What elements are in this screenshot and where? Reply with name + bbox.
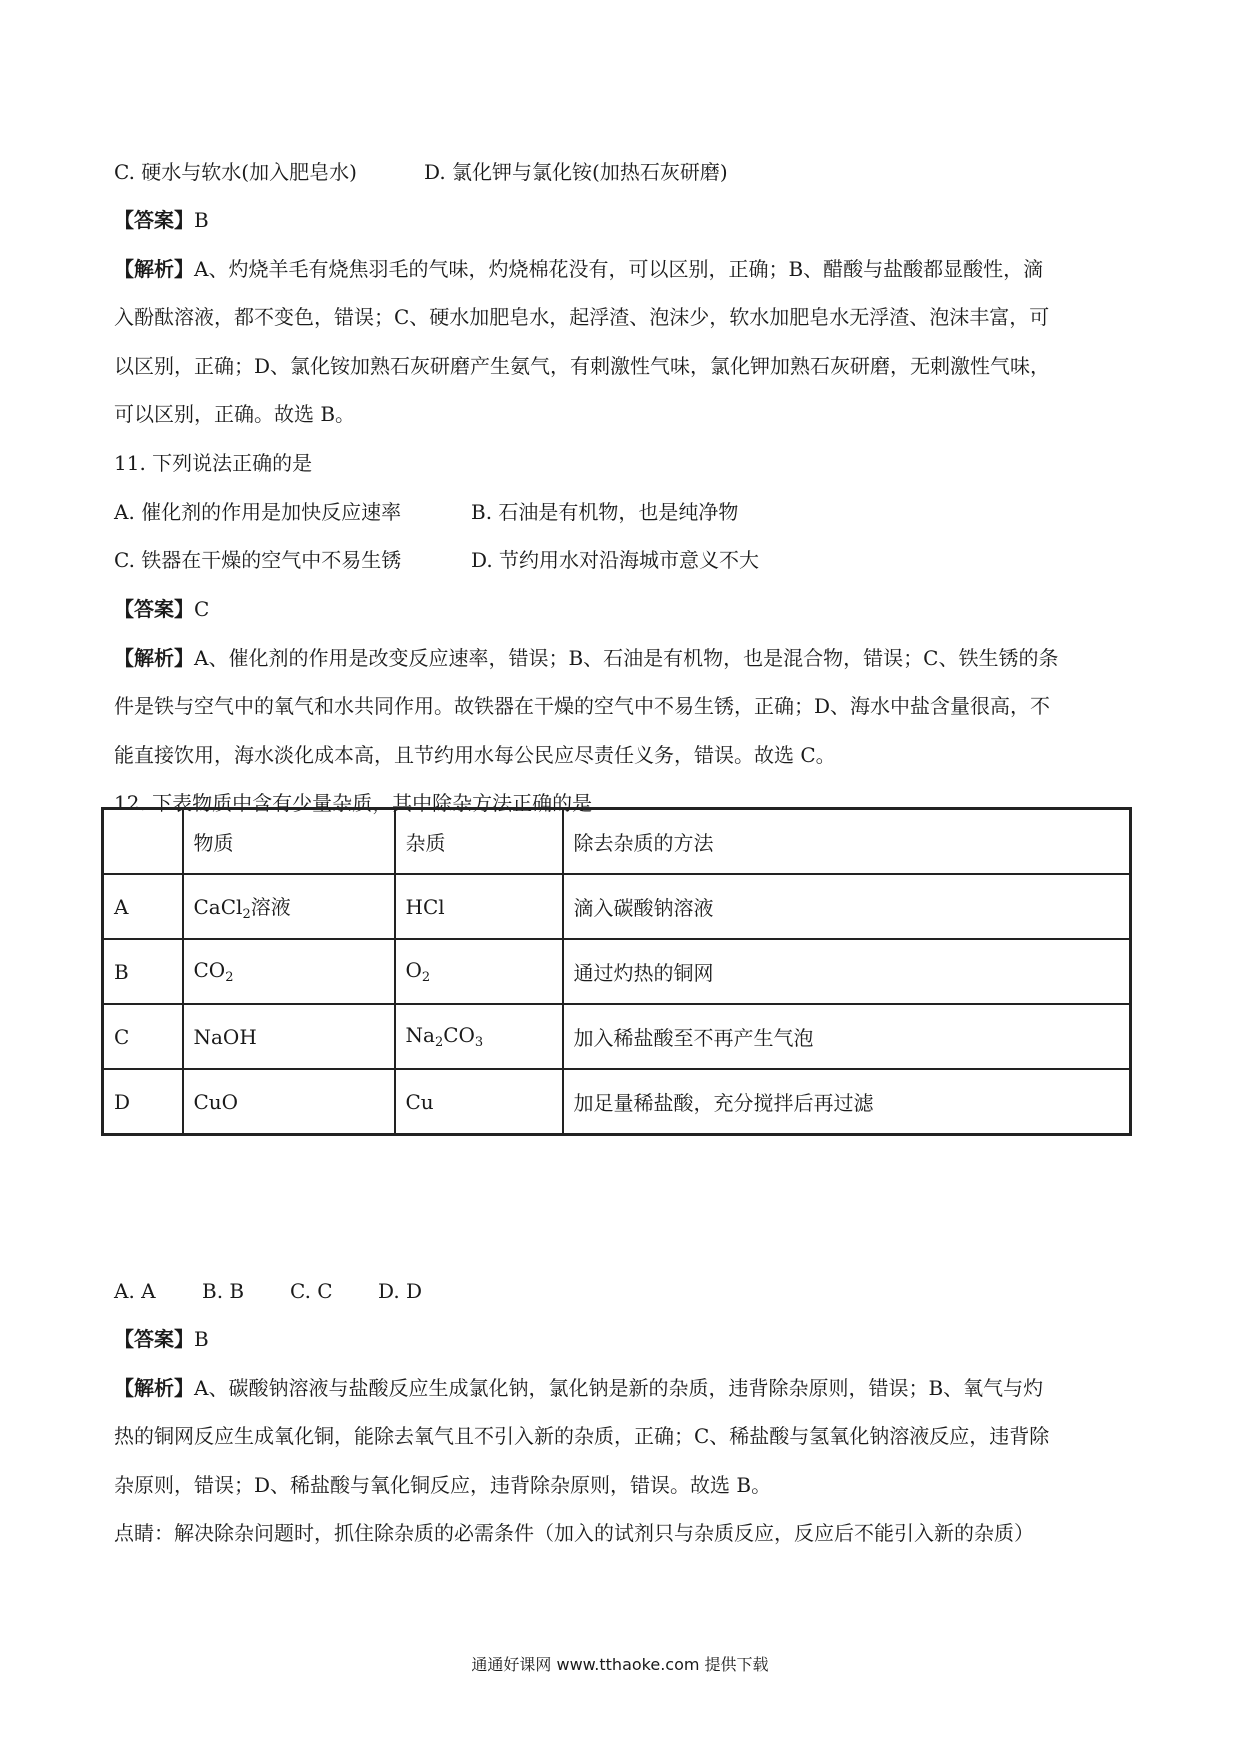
table-row (103, 1004, 1131, 1069)
table-row (103, 874, 1131, 939)
impurity-cell: $O_2$ (395, 939, 563, 1004)
q11-stem: 11. 下列说法正确的是 (114, 451, 313, 475)
method-cell: 加足量稀盐酸，充分搅拌后再过滤 (563, 1069, 1131, 1135)
method-cell: 加入稀盐酸至不再产生气泡 (563, 1004, 1131, 1069)
substance-cell: NaOH (183, 1004, 395, 1069)
q11-answer (114, 597, 209, 621)
q11-analysis-line-3: 能直接饮用，海水淡化成本高，且节约用水每公民应尽责任义务，错误。故选 C。 (114, 743, 836, 767)
method-cell: 通过灼热的铜网 (563, 939, 1131, 1004)
q12-analysis-line-2: 热的铜网反应生成氧化铜，能除去氧气且不引入新的杂质，正确；C、稀盐酸与氢氧化钠溶液反应，违背除 (114, 1424, 1050, 1448)
q10-option-c: C. 硬水与软水(加入肥皂水) (114, 160, 357, 184)
footer-watermark: 通通好课网 www.tthaoke.com 提供下载 (471, 1655, 769, 1674)
answer-value: C (194, 597, 210, 621)
answer-label: 【答案】 (114, 208, 194, 232)
q11-option-c: C. 铁器在干燥的空气中不易生锈 (114, 548, 402, 572)
q10-answer (114, 208, 209, 232)
q10-analysis-line-4: 可以区别，正确。故选 B。 (114, 402, 356, 426)
analysis-label: 【解析】 (114, 257, 194, 281)
substance-cell: CaCl$_2$溶液 (183, 874, 395, 939)
table-header-cell (103, 809, 183, 875)
answer-label: 【答案】 (114, 1327, 194, 1351)
q12-choice-d: D. D (378, 1279, 423, 1303)
q12-answer (114, 1327, 209, 1351)
answer-value: B (194, 208, 209, 232)
q11-options-ab (114, 500, 738, 524)
q10-analysis-line-1: 【解析】A、灼烧羊毛有烧焦羽毛的气味，灼烧棉花没有，可以区别，正确；B、醋酸与盐酸都显酸性，滴 (114, 257, 1044, 281)
substance-cell: CuO (183, 1069, 395, 1135)
q12-choice-c: C. C (290, 1279, 333, 1303)
q12-choice-a: A. A (114, 1279, 156, 1303)
method-cell: 滴入碳酸钠溶液 (563, 874, 1131, 939)
option-cell: C (103, 1004, 183, 1069)
q10-analysis-line-3: 以区别，正确；D、氯化铵加熟石灰研磨产生氨气，有刺激性气味，氯化钾加熟石灰研磨，无刺激性气味， (114, 354, 1051, 378)
q11-option-b: B. 石油是有机物，也是纯净物 (471, 500, 739, 524)
table-header-cell: 除去杂质的方法 (563, 809, 1131, 875)
answer-label: 【答案】 (114, 597, 194, 621)
option-cell: B (103, 939, 183, 1004)
substance-cell: $CO_2$ (183, 939, 395, 1004)
table-row (103, 939, 1131, 1004)
q11-option-d: D. 节约用水对沿海城市意义不大 (471, 548, 760, 572)
q10-analysis-line-2: 入酚酞溶液，都不变色，错误；C、硬水加肥皂水，起浮渣、泡沫少，软水加肥皂水无浮渣、泡沫丰富，可 (114, 305, 1050, 329)
q11-options-cd (114, 548, 759, 572)
q11-analysis-line-2: 件是铁与空气中的氧气和水共同作用。故铁器在干燥的空气中不易生锈，正确；D、海水中盐含量很高，不 (114, 694, 1051, 718)
q11-analysis-line-1: 【解析】A、催化剂的作用是改变反应速率，错误；B、石油是有机物，也是混合物，错误；C、铁生锈的条 (114, 646, 1059, 670)
analysis-label: 【解析】 (114, 646, 194, 670)
impurity-cell: Cu (395, 1069, 563, 1135)
q12-analysis-line-1: 【解析】A、碳酸钠溶液与盐酸反应生成氯化钠，氯化钠是新的杂质，违背除杂原则，错误；B、氧气与灼 (114, 1376, 1044, 1400)
analysis-label: 【解析】 (114, 1376, 194, 1400)
q12-stem: 12. 下表物质中含有少量杂质，其中除杂方法正确的是 (114, 791, 593, 815)
option-cell: D (103, 1069, 183, 1135)
table-header-row (103, 809, 1131, 875)
table-row (103, 1069, 1131, 1135)
q12-analysis-line-3: 杂原则，错误；D、稀盐酸与氧化铜反应，违背除杂原则，错误。故选 B。 (114, 1473, 772, 1497)
answer-value: B (194, 1327, 209, 1351)
option-cell: A (103, 874, 183, 939)
table-header-cell: 物质 (183, 809, 395, 875)
table-header-cell: 杂质 (395, 809, 563, 875)
q11-option-a: A. 催化剂的作用是加快反应速率 (114, 500, 402, 524)
q10-options-cd (114, 160, 728, 184)
impurity-cell: $Na_2CO_3$ (395, 1004, 563, 1069)
q12-tip: 点睛：解决除杂问题时，抓住除杂质的必需条件（加入的试剂只与杂质反应，反应后不能引入新的杂质） (114, 1521, 1034, 1545)
impurity-cell: HCl (395, 874, 563, 939)
q10-option-d: D. 氯化钾与氯化铵(加热石灰研磨) (424, 160, 728, 184)
impurity-table (101, 807, 1132, 1136)
q12-choice-b: B. B (202, 1279, 245, 1303)
q12-choices (114, 1279, 422, 1303)
